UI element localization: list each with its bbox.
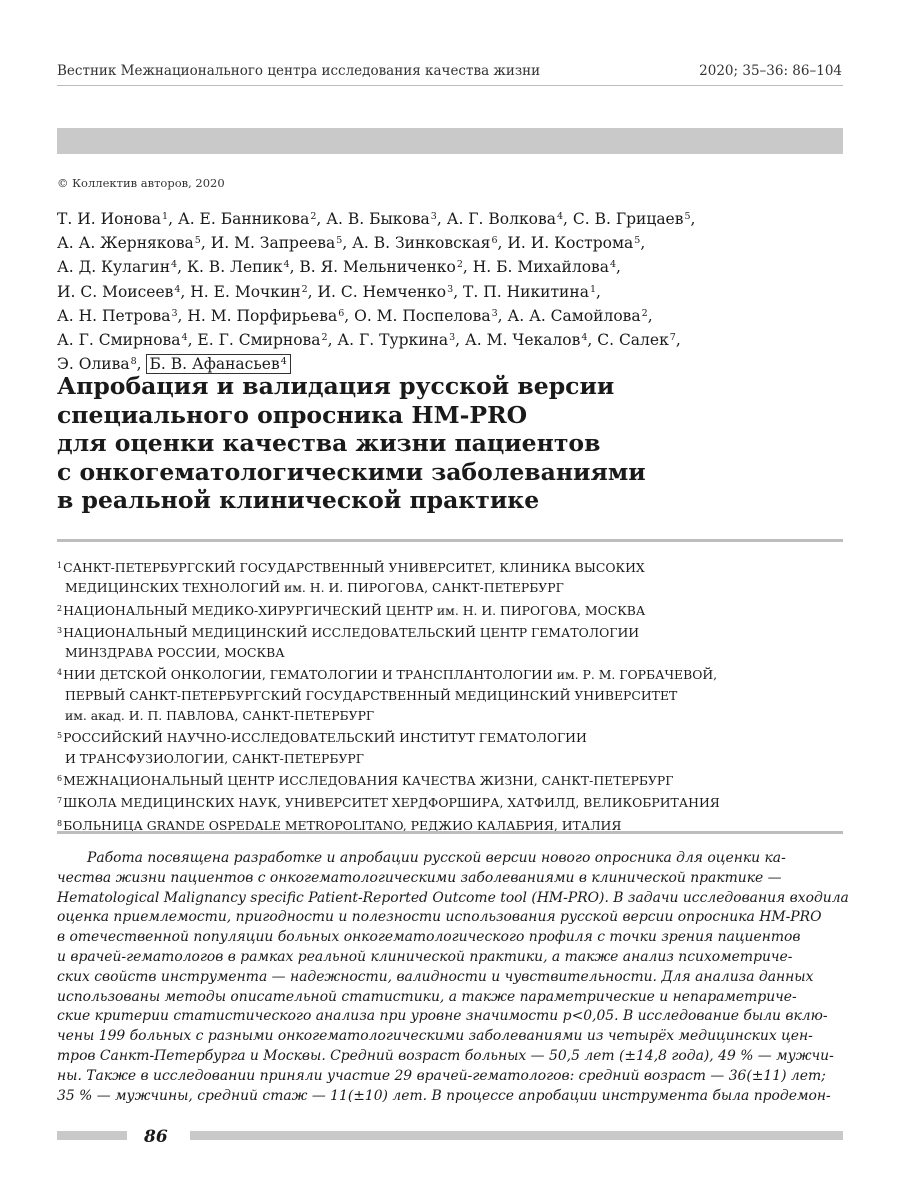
author-name	[57, 283, 180, 301]
author-name-text: А. А. Жернякова	[57, 234, 194, 253]
author-name	[57, 331, 188, 349]
author-name	[57, 307, 178, 325]
author-name	[326, 210, 437, 228]
abstract-line: использованы методы описательной статистики, а также параметрические и непараметриче-	[57, 988, 797, 1005]
author-name	[57, 258, 177, 276]
author-name	[211, 234, 343, 252]
author-name	[57, 234, 201, 252]
author-name-text: И. И. Кострома	[507, 234, 634, 253]
author-name-text: А. Г. Смирнова	[57, 331, 181, 350]
author-affiliation-number: 4	[556, 211, 564, 222]
header-gray-band	[57, 128, 843, 154]
affiliation-number: 8	[57, 818, 63, 828]
author-affiliation-number: 7	[669, 332, 676, 344]
title-line: для оценки качества жизни пациентов	[57, 429, 601, 457]
abstract-line: Hematological Malignancy specific Patient-Reported Outcome tool (HM-PRO). В задачи исследования входила	[57, 889, 849, 906]
affiliation-line	[57, 599, 847, 621]
header-divider	[57, 85, 843, 86]
author-name	[465, 331, 587, 349]
footer-bar-right	[190, 1131, 843, 1140]
author-name-text: Н. М. Порфирьева	[187, 306, 338, 325]
author-name-text: Т. П. Никитина	[463, 282, 589, 301]
abstract-line: чены 199 больных с разными онкогематологическими заболеваниями из четырёх медицинских цен-	[57, 1028, 813, 1045]
affiliation-number: 7	[57, 796, 63, 806]
author-line: Т. И. Ионова$^1$, А. Е. Банникова$^2$, А. В. Быкова$^3$, А. Г. Волкова$^4$, С. В. Грицаев$^5$,	[57, 210, 696, 228]
copyright-line: © Коллектив авторов, 2020	[57, 176, 225, 190]
page-number: 86	[144, 1127, 168, 1147]
author-name-text: К. В. Лепик	[186, 258, 283, 277]
author-name-text: Н. Б. Михайлова	[472, 258, 609, 277]
author-line: А. Н. Петрова$^3$, Н. М. Порфирьева$^6$, О. М. Поспелова$^3$, А. А. Самойлова$^2$,	[57, 306, 653, 325]
author-affiliation-number: 5	[336, 235, 343, 247]
issue-info: 2020; 35–36: 86–104	[699, 63, 842, 79]
affiliation-number: 5	[57, 731, 63, 741]
author-name-text: И. М. Запреева	[210, 234, 336, 253]
affiliation-line	[57, 578, 847, 598]
affiliation-text: МЕДИЦИНСКИХ ТЕХНОЛОГИЙ им. Н. И. ПИРОГОВА, САНКТ-ПЕТЕРБУРГ	[65, 580, 564, 596]
author-name	[337, 331, 455, 349]
author-name	[318, 283, 454, 301]
author-name	[354, 307, 498, 325]
author-affiliation-number: 4	[581, 332, 588, 344]
author-name-text: А. Е. Банникова	[177, 210, 310, 228]
author-affiliation-number: 3	[491, 307, 498, 319]
title-line: Апробация и валидация русской версии	[57, 372, 615, 400]
author-name	[447, 210, 563, 228]
affiliation-text: НАЦИОНАЛЬНЫЙ МЕДИЦИНСКИЙ ИССЛЕДОВАТЕЛЬСКИЙ ЦЕНТР ГЕМАТОЛОГИИ	[63, 624, 640, 640]
author-name-text: О. М. Поспелова	[354, 306, 491, 325]
author-name-text: А. А. Самойлова	[507, 306, 641, 325]
author-name	[597, 331, 676, 349]
author-affiliation-number: 4	[174, 283, 181, 295]
affiliation-text: НАЦИОНАЛЬНЫЙ МЕДИКО-ХИРУРГИЧЕСКИЙ ЦЕНТР им. Н. И. ПИРОГОВА, МОСКВА	[63, 602, 646, 618]
author-affiliation-number: 5	[194, 235, 201, 247]
author-affiliation-number: 4	[280, 356, 287, 368]
abstract-line: ские критерии статистического анализа при уровне значимости p<0,05. В исследование были вклю-	[57, 1008, 828, 1025]
affiliation-line	[57, 791, 847, 813]
abstract-text	[57, 849, 847, 1106]
author-name	[187, 258, 290, 276]
affiliation-number: 3	[57, 625, 63, 635]
author-affiliation-number: 3	[430, 211, 437, 222]
affiliation-number: 4	[57, 668, 63, 678]
abstract-line: ны. Также в исследовании приняли участие 29 врачей-гематологов: средний возраст — 36(±11) лет;	[57, 1067, 826, 1084]
affiliation-text: БОЛЬНИЦА GRANDE OSPEDALE METROPOLITANO, РЕДЖИО КАЛАБРИЯ, ИТАЛИЯ	[63, 817, 622, 833]
author-name-text: А. Г. Туркина	[337, 331, 449, 350]
author-name	[57, 210, 168, 228]
affiliation-line	[57, 726, 847, 748]
author-name-text: А. В. Быкова	[326, 210, 430, 228]
author-affiliation-number: 2	[301, 283, 308, 295]
author-affiliation-number: 3	[449, 332, 456, 344]
author-name-text: И. С. Немченко	[317, 282, 447, 301]
affiliation-text: им. акад. И. П. ПАВЛОВА, САНКТ-ПЕТЕРБУРГ	[65, 708, 375, 724]
affiliation-line	[57, 769, 847, 791]
author-name	[507, 307, 647, 325]
abstract-line: Работа посвящена разработке и апробации русской версии нового опросника для оценки ка-	[87, 850, 786, 866]
author-affiliation-number: 3	[447, 283, 454, 295]
article-title	[57, 372, 847, 515]
affiliation-line	[57, 686, 847, 706]
author-affiliation-number: 5	[684, 211, 691, 222]
author-name	[463, 283, 596, 301]
author-affiliation-number: 4	[610, 259, 617, 271]
journal-name: Вестник Межнационального центра исследования качества жизни	[57, 63, 541, 79]
title-line: специального опросника HM-PRO	[57, 400, 528, 429]
affiliation-text: МИНЗДРАВА РОССИИ, МОСКВА	[65, 645, 285, 661]
author-name	[507, 234, 640, 252]
affiliation-number: 1	[57, 561, 63, 570]
author-affiliation-number: 3	[171, 307, 178, 319]
affiliation-line	[57, 749, 847, 769]
affiliations-bottom-rule	[57, 831, 843, 834]
author-name	[299, 258, 462, 276]
title-line: в реальной клинической практике	[57, 486, 540, 514]
affiliation-number: 2	[57, 603, 63, 613]
affiliation-text: РОССИЙСКИЙ НАУЧНО-ИССЛЕДОВАТЕЛЬСКИЙ ИНСТИТУТ ГЕМАТОЛОГИИ	[63, 730, 587, 746]
abstract-line: 35 % — мужчины, средний стаж — 11(±10) лет. В процессе апробации инструмента была продемон-	[57, 1087, 831, 1104]
author-line: А. А. Жернякова$^5$, И. М. Запреева$^5$, А. В. Зинковская$^6$, И. И. Кострома$^5$,	[57, 234, 646, 253]
author-name-text: С. В. Грицаев	[572, 210, 684, 228]
author-line: А. Д. Кулагин$^4$, К. В. Лепик$^4$, В. Я. Мельниченко$^2$, Н. Б. Михайлова$^4$,	[57, 258, 621, 277]
affiliation-text: И ТРАНСФУЗИОЛОГИИ, САНКТ-ПЕТЕРБУРГ	[65, 750, 364, 766]
title-line: с онкогематологическими заболеваниями	[57, 457, 646, 486]
author-name	[352, 234, 497, 252]
author-name-text: Е. Г. Смирнова	[197, 331, 321, 350]
affiliation-text: ШКОЛА МЕДИЦИНСКИХ НАУК, УНИВЕРСИТЕТ ХЕРДФОРШИРА, ХАТФИЛД, ВЕЛИКОБРИТАНИЯ	[63, 795, 720, 811]
author-affiliation-number: 1	[162, 211, 169, 222]
boxed-author-text: Б. В. Афанасьев	[149, 355, 280, 374]
affiliations-top-rule	[57, 539, 843, 542]
affiliation-line	[57, 556, 847, 578]
affiliation-text: ПЕРВЫЙ САНКТ-ПЕТЕРБУРГСКИЙ ГОСУДАРСТВЕННЫЙ МЕДИЦИНСКИЙ УНИВЕРСИТЕТ	[65, 687, 678, 703]
author-name-text: В. Я. Мельниченко	[299, 258, 456, 277]
author-name-text: А. Г. Волкова	[446, 210, 556, 228]
affiliation-number: 6	[57, 773, 63, 783]
affiliation-text: САНКТ-ПЕТЕРБУРГСКИЙ ГОСУДАРСТВЕННЫЙ УНИВЕРСИТЕТ, КЛИНИКА ВЫСОКИХ	[63, 560, 645, 575]
footer-bar-left	[57, 1131, 127, 1140]
affiliation-line	[57, 621, 847, 643]
abstract-line: в отечественной популяции больных онкогематологического профиля с точки зрения пациентов	[57, 929, 801, 946]
author-list	[57, 206, 847, 375]
author-name	[190, 283, 307, 301]
abstract-line: чества жизни пациентов с онкогематологическими заболеваниями в клинической практике —	[57, 869, 782, 886]
author-affiliation-number: 2	[321, 332, 328, 344]
author-affiliation-number: 5	[634, 235, 641, 247]
abstract-line: оценка приемлемости, пригодности и полезности использования русской версии опросника HM-PRO	[57, 909, 822, 926]
author-name-text: И. С. Моисеев	[57, 282, 174, 301]
affiliation-line	[57, 643, 847, 663]
author-affiliation-number: 8	[130, 356, 137, 368]
author-name-text: С. Салек	[597, 331, 669, 350]
abstract-line: тров Санкт-Петербурга и Москвы. Средний возраст больных — 50,5 лет (±14,8 года), 49 % — мужчи-	[57, 1047, 834, 1064]
author-affiliation-number: 4	[171, 259, 178, 271]
author-name	[57, 355, 137, 373]
affiliation-line	[57, 663, 847, 685]
author-name	[473, 258, 616, 276]
author-line: Э. Олива$^8$, Б. В. Афанасьев$^4$	[57, 351, 847, 375]
author-name-text: А. В. Зинковская	[352, 234, 491, 253]
author-line: И. С. Моисеев$^4$, Н. Е. Мочкин$^2$, И. С. Немченко$^3$, Т. П. Никитина$^1$,	[57, 282, 601, 301]
author-affiliation-number: 4	[181, 332, 188, 344]
abstract-line: ских свойств инструмента — надежности, валидности и чувствительности. Для анализа данных	[57, 968, 814, 985]
author-name-text: Н. Е. Мочкин	[190, 282, 301, 301]
author-affiliation-number: 2	[310, 211, 317, 222]
affiliation-text: НИИ ДЕТСКОЙ ОНКОЛОГИИ, ГЕМАТОЛОГИИ И ТРАНСПЛАНТОЛОГИИ им. Р. М. ГОРБАЧЕВОЙ,	[63, 667, 718, 683]
author-line: А. Г. Смирнова$^4$, Е. Г. Смирнова$^2$, А. Г. Туркина$^3$, А. М. Чекалов$^4$, С. Салек$^7$,	[57, 331, 681, 350]
author-name	[178, 210, 316, 228]
affiliation-line	[57, 706, 847, 726]
author-name	[187, 307, 344, 325]
author-name	[197, 331, 327, 349]
author-affiliation-number: 2	[641, 307, 648, 319]
abstract-line: и врачей-гематологов в рамках реальной клинической практики, а также анализ психометриче-	[57, 948, 793, 965]
author-affiliation-number: 1	[589, 283, 597, 295]
author-affiliation-number: 6	[491, 235, 498, 247]
author-name	[573, 210, 691, 228]
author-affiliation-number: 6	[338, 307, 345, 319]
affiliations-list	[57, 556, 847, 836]
author-name-text: А. Д. Кулагин	[57, 258, 171, 277]
author-name-text: А. М. Чекалов	[465, 331, 581, 350]
author-affiliation-number: 4	[283, 259, 290, 271]
author-name-text: А. Н. Петрова	[57, 306, 171, 325]
author-name-text: Э. Олива	[57, 355, 130, 374]
author-name-text: Т. И. Ионова	[57, 210, 162, 228]
author-affiliation-number: 2	[456, 259, 463, 271]
affiliation-text: МЕЖНАЦИОНАЛЬНЫЙ ЦЕНТР ИССЛЕДОВАНИЯ КАЧЕСТВА ЖИЗНИ, САНКТ-ПЕТЕРБУРГ	[63, 772, 674, 788]
